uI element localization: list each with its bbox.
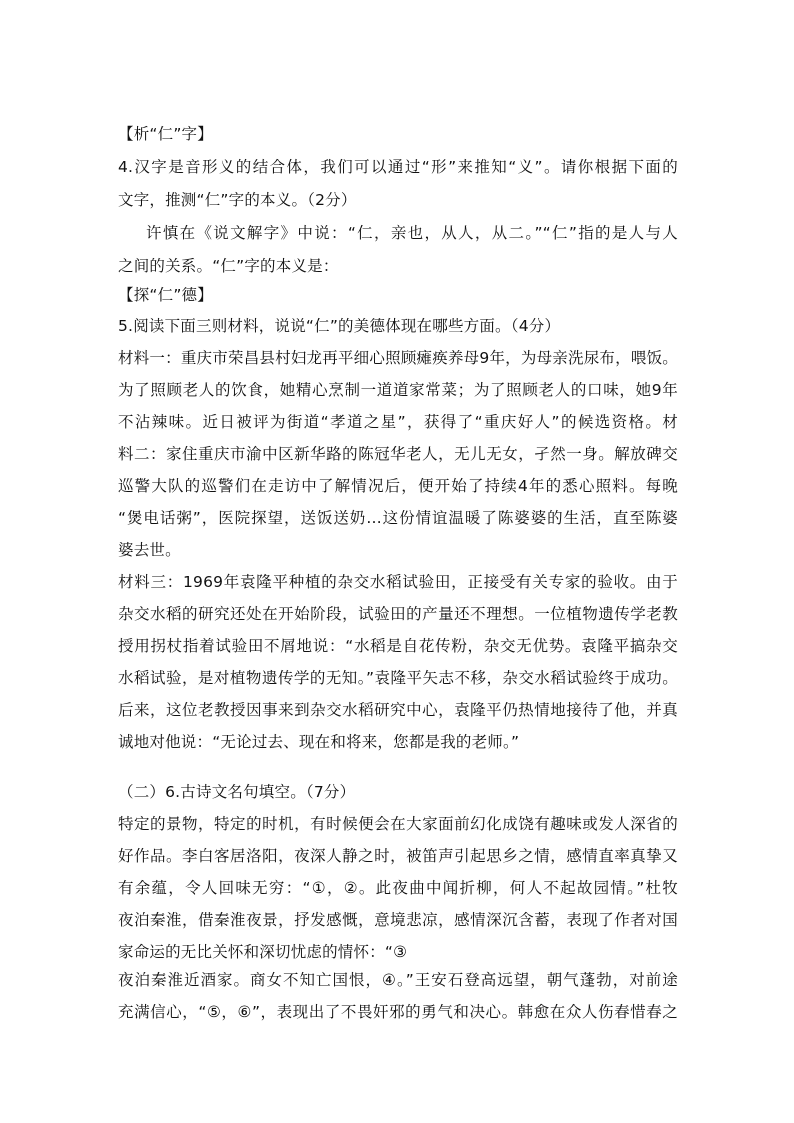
material-3-line-6: 诚地对他说：“无论过去、现在和将来，您都是我的老师。” [118,733,520,751]
material-1-line-3: 不沾辣味。近日被评为街道“孝道之星”，获得了“重庆好人”的候选资格。材 [118,413,678,431]
material-3-line-2: 杂交水稻的研究还处在开始阶段，试验田的产量还不理想。一位植物遗传学老教 [118,605,678,623]
question-6-line-1: 特定的景物，特定的时机，有时候便会在大家面前幻化成饶有趣味或发人深省的 [118,815,678,833]
question-6-heading: （二）6.古诗文名句填空。（7分） [118,783,356,801]
question-4-material-line-2: 之间的关系。“仁”字的本义是： [118,257,339,275]
material-1-line-2: 为了照顾老人的饮食，她精心烹制一道道家常菜；为了照顾老人的口味，她9年 [118,381,678,399]
material-3-line-1: 材料三：1969年袁隆平种植的杂交水稻试验田，正接受有关专家的验收。由于 [118,573,678,591]
question-6-line-4: 夜泊秦淮，借秦淮夜景，抒发感慨，意境悲凉，感情深沉含蓄，表现了作者对国 [118,911,678,929]
question-6-line-2: 好作品。李白客居洛阳，夜深人静之时，被笛声引起思乡之情，感情直率真挚又 [118,847,678,865]
question-4-line-2: 文字，推测“仁”字的本义。（2分） [118,191,357,209]
question-6-line-5: 家命运的无比关怀和深切忧虑的情怀：“③ [118,943,408,961]
material-2-line-2: 巡警大队的巡警们在走访中了解情况后，便开始了持续4年的悉心照料。每晚 [118,477,678,495]
material-2-line-4: 婆去世。 [118,541,181,559]
question-4-material-line-1: 许慎在《说文解字》中说：“仁，亲也，从人，从二。”“仁”指的是人与人 [146,224,678,242]
material-3-line-5: 后来，这位老教授因事来到杂交水稻研究中心，袁隆平仍热情地接待了他，并真 [118,701,678,719]
question-6-line-3: 有余蕴，令人回味无穷：“①，②。此夜曲中闻折柳，何人不起故园情。”杜牧 [118,879,678,897]
material-1-line-1: 材料一：重庆市荣昌县村妇龙再平细心照顾瘫痪养母9年，为母亲洗尿布，喂饭。 [118,349,678,367]
material-3-line-3: 授用拐杖指着试验田不屑地说：“水稻是自花传粉，杂交无优势。袁隆平搞杂交 [118,637,678,655]
question-5-prompt: 5.阅读下面三则材料，说说“仁”的美德体现在哪些方面。（4分） [118,317,561,335]
material-2-line-1: 料二：家住重庆市渝中区新华路的陈冠华老人，无儿无女，孑然一身。解放碑交 [118,445,678,463]
section-heading-explore-ren: 【探“仁”德】 [118,286,213,304]
question-4-line-1: 4.汉字是音形义的结合体，我们可以通过“形”来推知“义”。请你根据下面的 [118,158,678,176]
material-2-line-3: “煲电话粥”，医院探望，送饭送奶…这份情谊温暖了陈婆婆的生活，直至陈婆 [118,509,678,527]
question-6-line-6: 夜泊秦淮近酒家。商女不知亡国恨，④。”王安石登高远望，朝气蓬勃，对前途 [118,971,678,989]
section-heading-analyze-ren: 【析“仁”字】 [118,125,213,143]
material-3-line-4: 水稻试验，是对植物遗传学的无知。”袁隆平矢志不移，杂交水稻试验终于成功。 [118,669,678,687]
question-6-line-7: 充满信心，“⑤，⑥”，表现出了不畏奸邪的勇气和决心。韩愈在众人伤春惜春之 [118,1003,678,1021]
